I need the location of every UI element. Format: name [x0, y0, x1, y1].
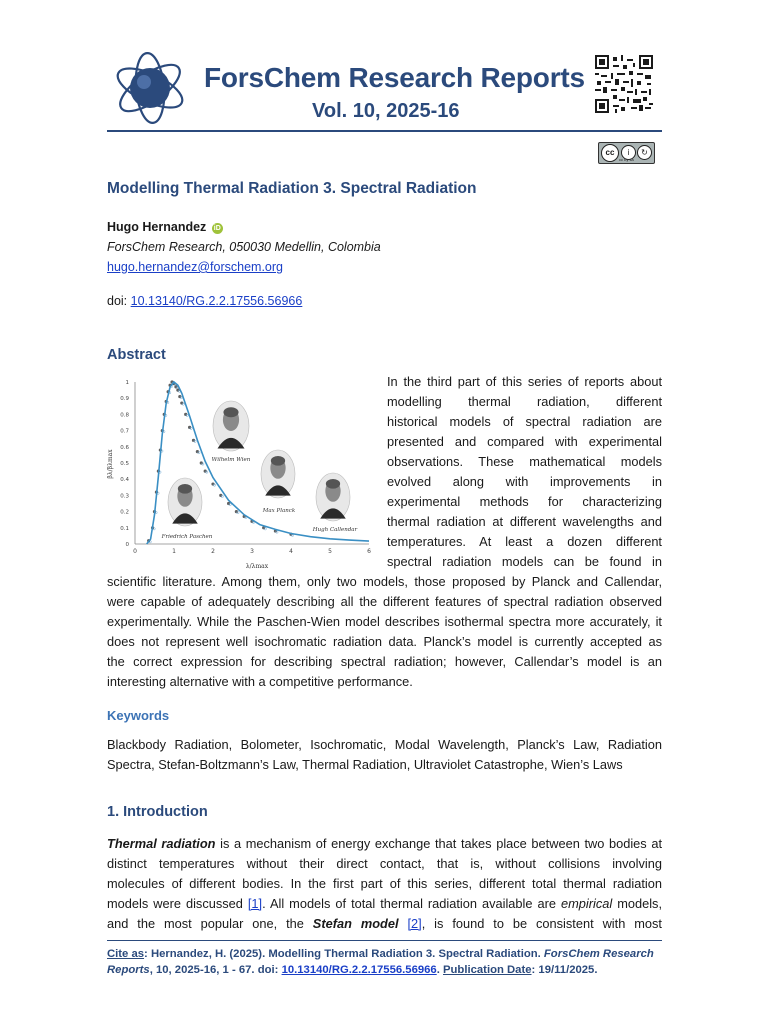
author-label: Hugo Hernandez — [107, 220, 207, 234]
abstract-line: observations. These mathematical models — [387, 454, 662, 469]
spectral-chart — [107, 374, 375, 570]
x-tick-label: 2 — [211, 548, 215, 555]
intro-text: . All models of total thermal radiation available are — [262, 896, 561, 911]
cite-journal: ForsChem Research — [543, 948, 654, 960]
cite-text: , 10, 2025-16, 1 - 67. doi: — [149, 964, 282, 976]
x-tick-label: 5 — [328, 548, 332, 555]
citation-line — [107, 946, 662, 962]
abstract-line: presented and compared with experimental — [387, 434, 662, 449]
x-tick-label: 0 — [133, 548, 137, 555]
doi-line — [107, 294, 302, 308]
intro-text: models, — [612, 896, 663, 911]
ref-link[interactable]: [1] — [247, 896, 263, 911]
intro-text: , is found to be consistent with most — [421, 916, 662, 931]
forschem-logo — [112, 50, 188, 126]
journal-name: ForsChem Research Reports — [204, 62, 585, 93]
abstract-line: scientific literature. Among them, only two models, those proposed by Planck and Callendar, — [107, 574, 662, 589]
intro-text: models were discussed — [107, 896, 248, 911]
portrait-image — [316, 473, 350, 521]
sa-icon: ↻ — [637, 145, 652, 160]
publication-date-label: Publication Date — [443, 964, 532, 976]
cc-icon: cc — [601, 144, 619, 162]
abstract-line: experimentally. While the Paschen-Wien model describes isothermal spectra more accurately, it — [107, 614, 662, 629]
y-tick-label: 0 — [125, 542, 129, 548]
orcid-icon[interactable]: iD — [213, 225, 221, 232]
y-tick-label: 0.9 — [120, 396, 129, 403]
intro-term: Stefan model — [312, 916, 399, 931]
qr-code[interactable] — [595, 55, 653, 113]
y-tick-label: 0.2 — [120, 509, 129, 516]
x-tick-label: 4 — [289, 548, 293, 555]
author-email-link[interactable]: hugo.hernandez@forschem.org — [107, 260, 283, 274]
intro-line: distinct temperatures without their direct contact, that is, without collisions involving — [107, 856, 662, 871]
intro-line: molecules of different bodies. In the first part of this series, different total thermal radiation — [107, 876, 662, 891]
abstract-line: historical models of spectral radiation are — [387, 414, 662, 429]
intro-line — [107, 894, 662, 914]
y-tick-label: 0.1 — [120, 525, 129, 532]
y-tick-label: 0.8 — [120, 412, 129, 419]
intro-emphasis: empirical — [561, 896, 613, 911]
introduction-heading: 1. Introduction — [107, 804, 208, 820]
intro-term: Thermal radiation — [107, 836, 216, 851]
abstract-line: does not represent well isochromatic radiation data. Planck’s model is currently accepted as — [107, 634, 662, 649]
x-tick-label: 6 — [367, 548, 371, 555]
y-tick-label: 0.6 — [120, 444, 129, 451]
abstract-line: the correct expression for describing spectral radiation; however, Callendar’s model is an — [107, 654, 662, 669]
abstract-line: spectral radiation models can be found in — [387, 554, 662, 569]
x-tick-label: 3 — [250, 548, 254, 555]
doi-label: doi: — [107, 294, 128, 308]
keywords-line: Spectra, Stefan-Boltzmann’s Law, Thermal Radiation, Ultraviolet Catastrophe, Wien’s Laws — [107, 757, 623, 772]
affiliation: ForsChem Research, 050030 Medellin, Colombia — [107, 240, 381, 254]
portrait-caption: Wilhelm Wien — [211, 457, 251, 463]
author-name — [107, 220, 223, 234]
footer-doi-link[interactable]: 10.13140/RG.2.2.17556.56966 — [281, 964, 437, 976]
portrait-caption: Max Planck — [262, 508, 296, 514]
journal-volume: Vol. 10, 2025-16 — [312, 100, 460, 122]
x-axis-label: λ/λmax — [245, 563, 269, 570]
cite-text: : Hernandez, H. (2025). Modelling Thermal Radiation 3. Spectral Radiation. — [144, 948, 544, 960]
doi-link[interactable]: 10.13140/RG.2.2.17556.56966 — [130, 294, 303, 308]
y-tick-label: 1 — [125, 380, 129, 386]
cite-label: Cite as — [107, 948, 145, 960]
y-axis-label: βλ/βλmax — [107, 449, 114, 479]
license-badge[interactable] — [598, 142, 655, 164]
citation-line — [107, 962, 597, 978]
intro-line — [107, 834, 662, 854]
y-tick-label: 0.5 — [120, 461, 129, 467]
abstract-line: interesting alternative with a competitive performance. — [107, 674, 413, 689]
intro-line — [107, 914, 662, 934]
header-rule — [107, 130, 662, 132]
paper-title: Modelling Thermal Radiation 3. Spectral Radiation — [107, 180, 477, 197]
license-label: cc by sa — [619, 157, 634, 162]
abstract-line: In the third part of this series of reports about — [387, 374, 662, 389]
keywords-line: Blackbody Radiation, Bolometer, Isochromatic, Modal Wavelength, Planck’s Law, Radiation — [107, 737, 662, 752]
portrait-caption: Hugh Callendar — [312, 527, 358, 533]
portrait-image — [168, 478, 202, 526]
x-tick-label: 1 — [172, 548, 176, 555]
abstract-heading: Abstract — [107, 347, 166, 363]
cite-sep: . — [436, 964, 443, 976]
portrait-image — [261, 450, 295, 498]
abstract-line: experimental methods for characterizing — [387, 494, 662, 509]
y-tick-label: 0.3 — [120, 493, 129, 500]
cite-journal: Reports — [107, 964, 150, 976]
intro-text: and the most popular one, the — [107, 916, 313, 931]
y-tick-label: 0.4 — [120, 477, 129, 484]
by-icon: i — [621, 145, 636, 160]
abstract-line: were capable of adequately describing all the different features of spectral radiation observed — [107, 594, 662, 609]
ref-link[interactable]: [2] — [407, 916, 422, 931]
publication-date: : 19/11/2025. — [531, 964, 598, 976]
abstract-line: evolved along with improvements in — [387, 474, 662, 489]
abstract-line: temperatures. At least a dozen different — [387, 534, 662, 549]
intro-text: is a mechanism of energy exchange that takes place between two bodies at — [215, 836, 663, 851]
y-tick-label: 0.7 — [120, 428, 129, 435]
portrait-image — [213, 401, 249, 451]
abstract-line: modelling thermal radiation, different — [387, 394, 662, 409]
abstract-line: thermal radiation at different wavelengths and — [387, 514, 662, 529]
portrait-caption: Friedrich Paschen — [161, 534, 213, 540]
abstract-figure — [107, 374, 375, 570]
keywords-heading: Keywords — [107, 708, 170, 723]
footer-rule — [107, 940, 662, 941]
